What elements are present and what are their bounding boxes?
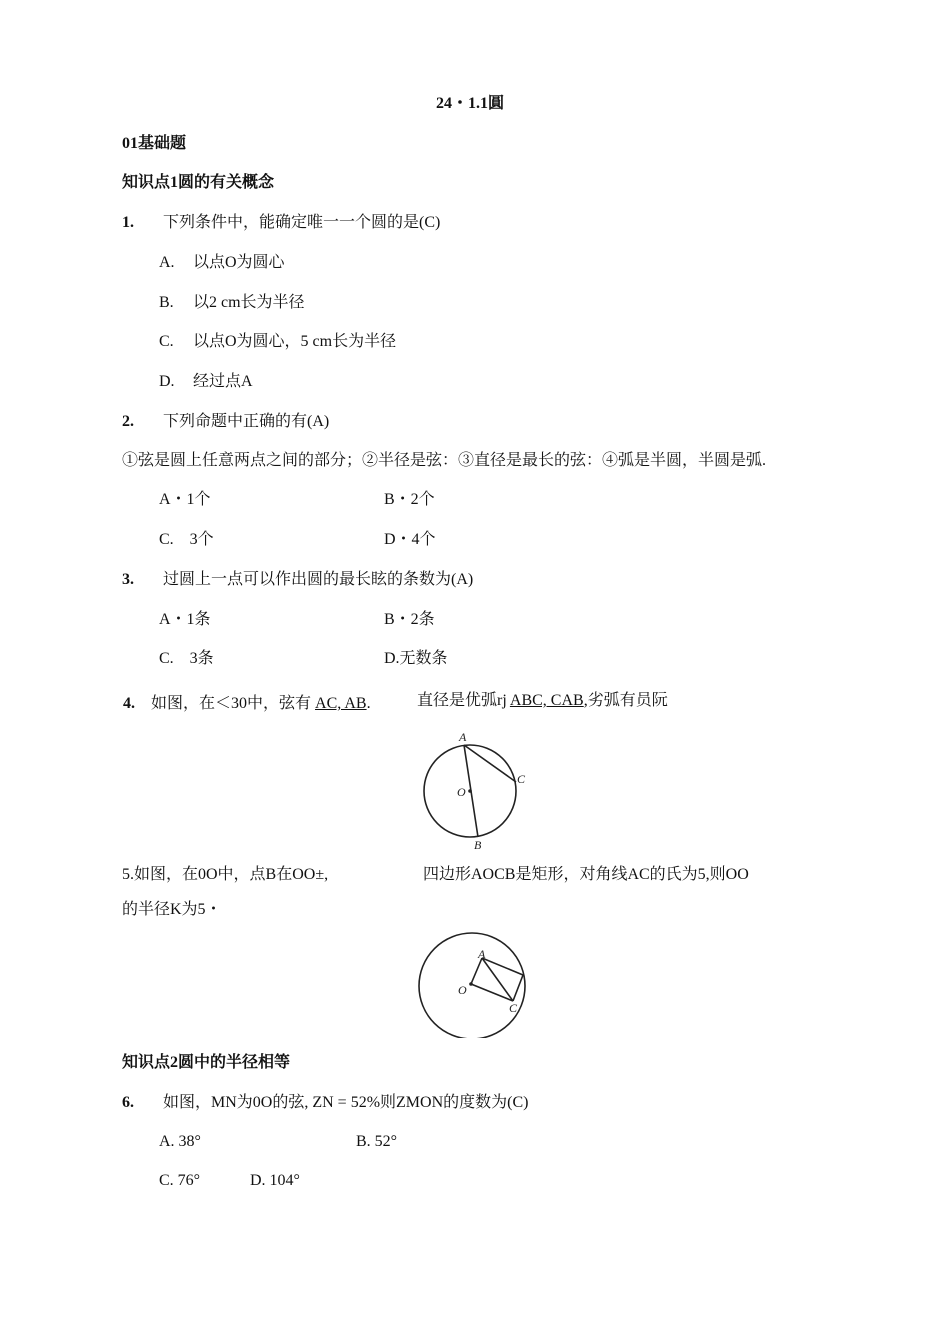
q4-number: 4. — [123, 695, 135, 712]
q4-label-b: B — [474, 838, 482, 852]
q4-chord-ac — [464, 745, 516, 782]
q5-label-o: O — [458, 983, 467, 997]
q5-side-oa — [471, 958, 482, 984]
q3-option-d: D.无数条 — [384, 650, 448, 667]
q2-statement: ①弦是圆上任意两点之间的部分；②半径是弦：③直径是最长的弦：④弧是半圆，半圆是弧. — [122, 452, 767, 469]
q5-label-a: A — [478, 947, 486, 961]
q2-option-d: D・4个 — [384, 531, 436, 548]
q4-arcs: ABC, CAB — [509, 692, 584, 709]
q1-option-d-letter: D. — [159, 373, 175, 390]
q3-option-b: B・2条 — [384, 611, 435, 628]
q4-text-continued: 直径是优弧rj ABC, CAB,劣弧有员阮 — [417, 692, 668, 709]
q5-center-point — [469, 982, 473, 986]
q4-label-o: O — [457, 785, 466, 799]
q4-circle-figure — [415, 728, 530, 853]
q5-circle — [419, 933, 525, 1039]
q1-option-b-letter: B. — [159, 294, 174, 311]
q1-text: 下列条件中，能确定唯一一个圆的是(C) — [163, 214, 441, 231]
knowledge-point-2: 知识点2圆中的半径相等 — [122, 1054, 291, 1071]
q4-chords: AC, AB — [315, 695, 367, 712]
q2-text: 下列命题中正确的有(A) — [163, 413, 330, 430]
q2-option-c: C. 3个 — [159, 531, 214, 548]
q1-option-b: 以2 cm长为半径 — [193, 294, 305, 311]
q5-text-line1: 5.如图，在0O中，点B在OO±, — [122, 866, 329, 883]
q4-label-a: A — [459, 730, 467, 744]
q6-text: 如图，MN为0O的弦, ZN = 52%则ZMON的度数为(C) — [163, 1094, 529, 1111]
q6-option-c: C. 76° — [159, 1172, 201, 1189]
q5-circle-figure — [412, 928, 532, 1043]
q1-option-a: 以点O为圆心 — [193, 254, 285, 271]
q2-option-b: B・2个 — [384, 491, 435, 508]
q1-option-c-letter: C. — [159, 333, 174, 350]
q6-option-d: D. 104° — [250, 1172, 300, 1189]
q4-text: 如图，在＜30中，弦有 AC, AB. — [151, 695, 371, 712]
page-title: 24・1.1圓 — [436, 95, 505, 112]
q2-option-a: A・1个 — [159, 491, 211, 508]
q6-number: 6. — [122, 1094, 134, 1111]
q5-text-line1-continued: 四边形AOCB是矩形，对角线AC的氏为5,则OO — [423, 866, 749, 883]
q4-label-c: C — [517, 772, 526, 786]
q3-text: 过圆上一点可以作出圆的最长眩的条数为(A) — [163, 571, 474, 588]
q2-number: 2. — [122, 413, 134, 430]
q5-label-c: C — [509, 1001, 518, 1015]
q1-number: 1. — [122, 214, 134, 231]
q6-option-b: B. 52° — [356, 1133, 398, 1150]
q1-option-a-letter: A. — [159, 254, 175, 271]
knowledge-point-1: 知识点1圆的有关概念 — [122, 174, 275, 191]
q5-side-bc — [513, 975, 523, 1001]
q3-option-c: C. 3条 — [159, 650, 214, 667]
q5-text-line2: 的半径K为5・ — [122, 901, 222, 918]
q3-number: 3. — [122, 571, 134, 588]
q4-center-point — [468, 789, 472, 793]
q1-option-d: 经过点A — [193, 373, 253, 390]
q6-option-a: A. 38° — [159, 1133, 201, 1150]
q1-option-c: 以点O为圆心，5 cm长为半径 — [193, 333, 397, 350]
q3-option-a: A・1条 — [159, 611, 211, 628]
section-heading: 01基础题 — [122, 135, 187, 152]
